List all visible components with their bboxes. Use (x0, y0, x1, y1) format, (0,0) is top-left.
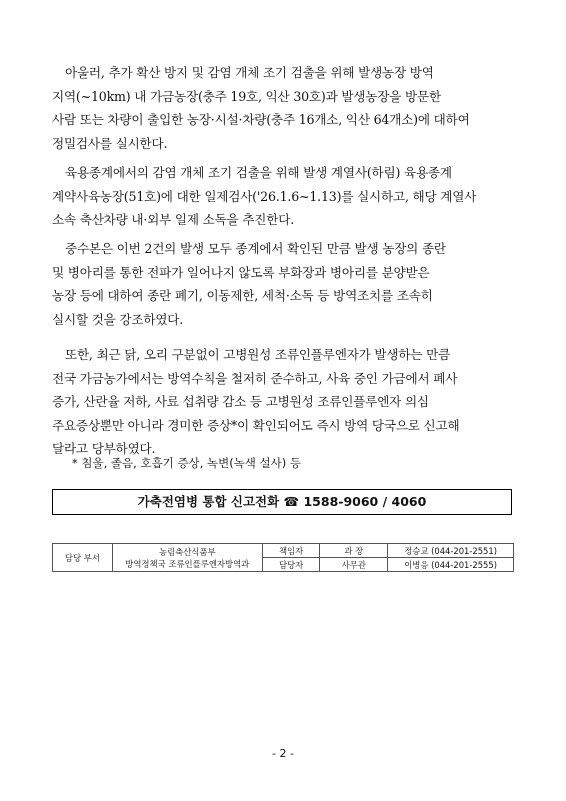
contact-role: 담당자 (262, 558, 320, 572)
department-ministry: 농림축산식품부 (158, 546, 216, 557)
paragraph-line: 전국 가금농가에서는 방역수칙을 철저히 준수하고, 사육 중인 가금에서 폐사 (52, 370, 458, 386)
paragraph-line: 주요증상뿐만 아니라 경미한 증상*이 확인되어도 즉시 방역 당국으로 신고해 (52, 417, 460, 433)
contact-role: 책임자 (262, 544, 320, 558)
contact-table (52, 543, 514, 572)
paragraph-line: 농장 등에 대하여 종란 폐기, 이동제한, 세척·소독 등 방역조치를 조속히 (52, 288, 433, 303)
paragraph-reporting-request (52, 343, 522, 461)
footnote: * 침울, 졸음, 호흡기 증상, 녹변(녹색 설사) 등 (72, 456, 302, 470)
contact-position: 과 장 (320, 544, 388, 558)
paragraph-line: 사람 또는 차량이 출입한 농장·시설·차량(충주 16개소, 익산 64개소)에 대하여 (52, 112, 470, 127)
paragraph-line: 실시할 것을 강조하였다. (52, 311, 184, 327)
contact-label: 담당 부서 (53, 544, 113, 572)
paragraph-followup-inspection (52, 61, 522, 155)
paragraph-line: 육용종계에서의 감염 개체 조기 검출을 위해 발생 계열사(하림) 육용종계 (65, 165, 452, 180)
paragraph-line: 달라고 당부하였다. (52, 441, 156, 456)
contact-position: 사무관 (320, 558, 388, 572)
paragraph-line: 또한, 최근 닭, 오리 구분없이 고병원성 조류인플루엔자가 발생하는 만큼 (65, 347, 451, 362)
department-division: 방역정책국 조류인플루엔자방역과 (125, 558, 250, 569)
contact-name-phone: 정승교 (044-201-2551) (388, 544, 514, 558)
paragraph-line: 계약사육농장(51호)에 대한 일제검사('26.1.6~1.13)를 실시하고, 해당 계열사 (52, 188, 477, 204)
hotline-box: 가축전염병 통합 신고전화 ☎ 1588-9060 / 4060 (52, 489, 512, 515)
paragraph-line: 중수본은 이번 2건의 발생 모두 종계에서 확인된 만큼 발생 농장의 종란 (65, 241, 446, 256)
paragraph-line: 정밀검사를 실시한다. (52, 135, 168, 151)
paragraph-line: 및 병아리를 통한 전파가 일어나지 않도록 부화장과 병아리를 분양받은 (52, 264, 430, 280)
paragraph-line: 소속 축산차량 내·외부 일제 소독을 추진한다. (52, 212, 295, 227)
paragraph-hatchery-measures (52, 237, 522, 331)
page-number: - 2 - (272, 747, 294, 760)
paragraph-line: 증가, 산란율 저하, 사료 섭취량 감소 등 고병원성 조류인플루엔자 의심 (52, 394, 429, 409)
contact-name-phone: 이병응 (044-201-2555) (388, 558, 514, 572)
contact-row (53, 544, 514, 558)
department-cell (112, 544, 262, 572)
paragraph-line: 지역(~10km) 내 가금농장(충주 19호, 익산 30호)과 발생농장을 방문한 (52, 88, 441, 104)
paragraph-line: 아울러, 추가 확산 방지 및 감염 개체 조기 검출을 위해 발생농장 방역 (65, 65, 434, 80)
paragraph-breeder-inspection (52, 161, 522, 232)
